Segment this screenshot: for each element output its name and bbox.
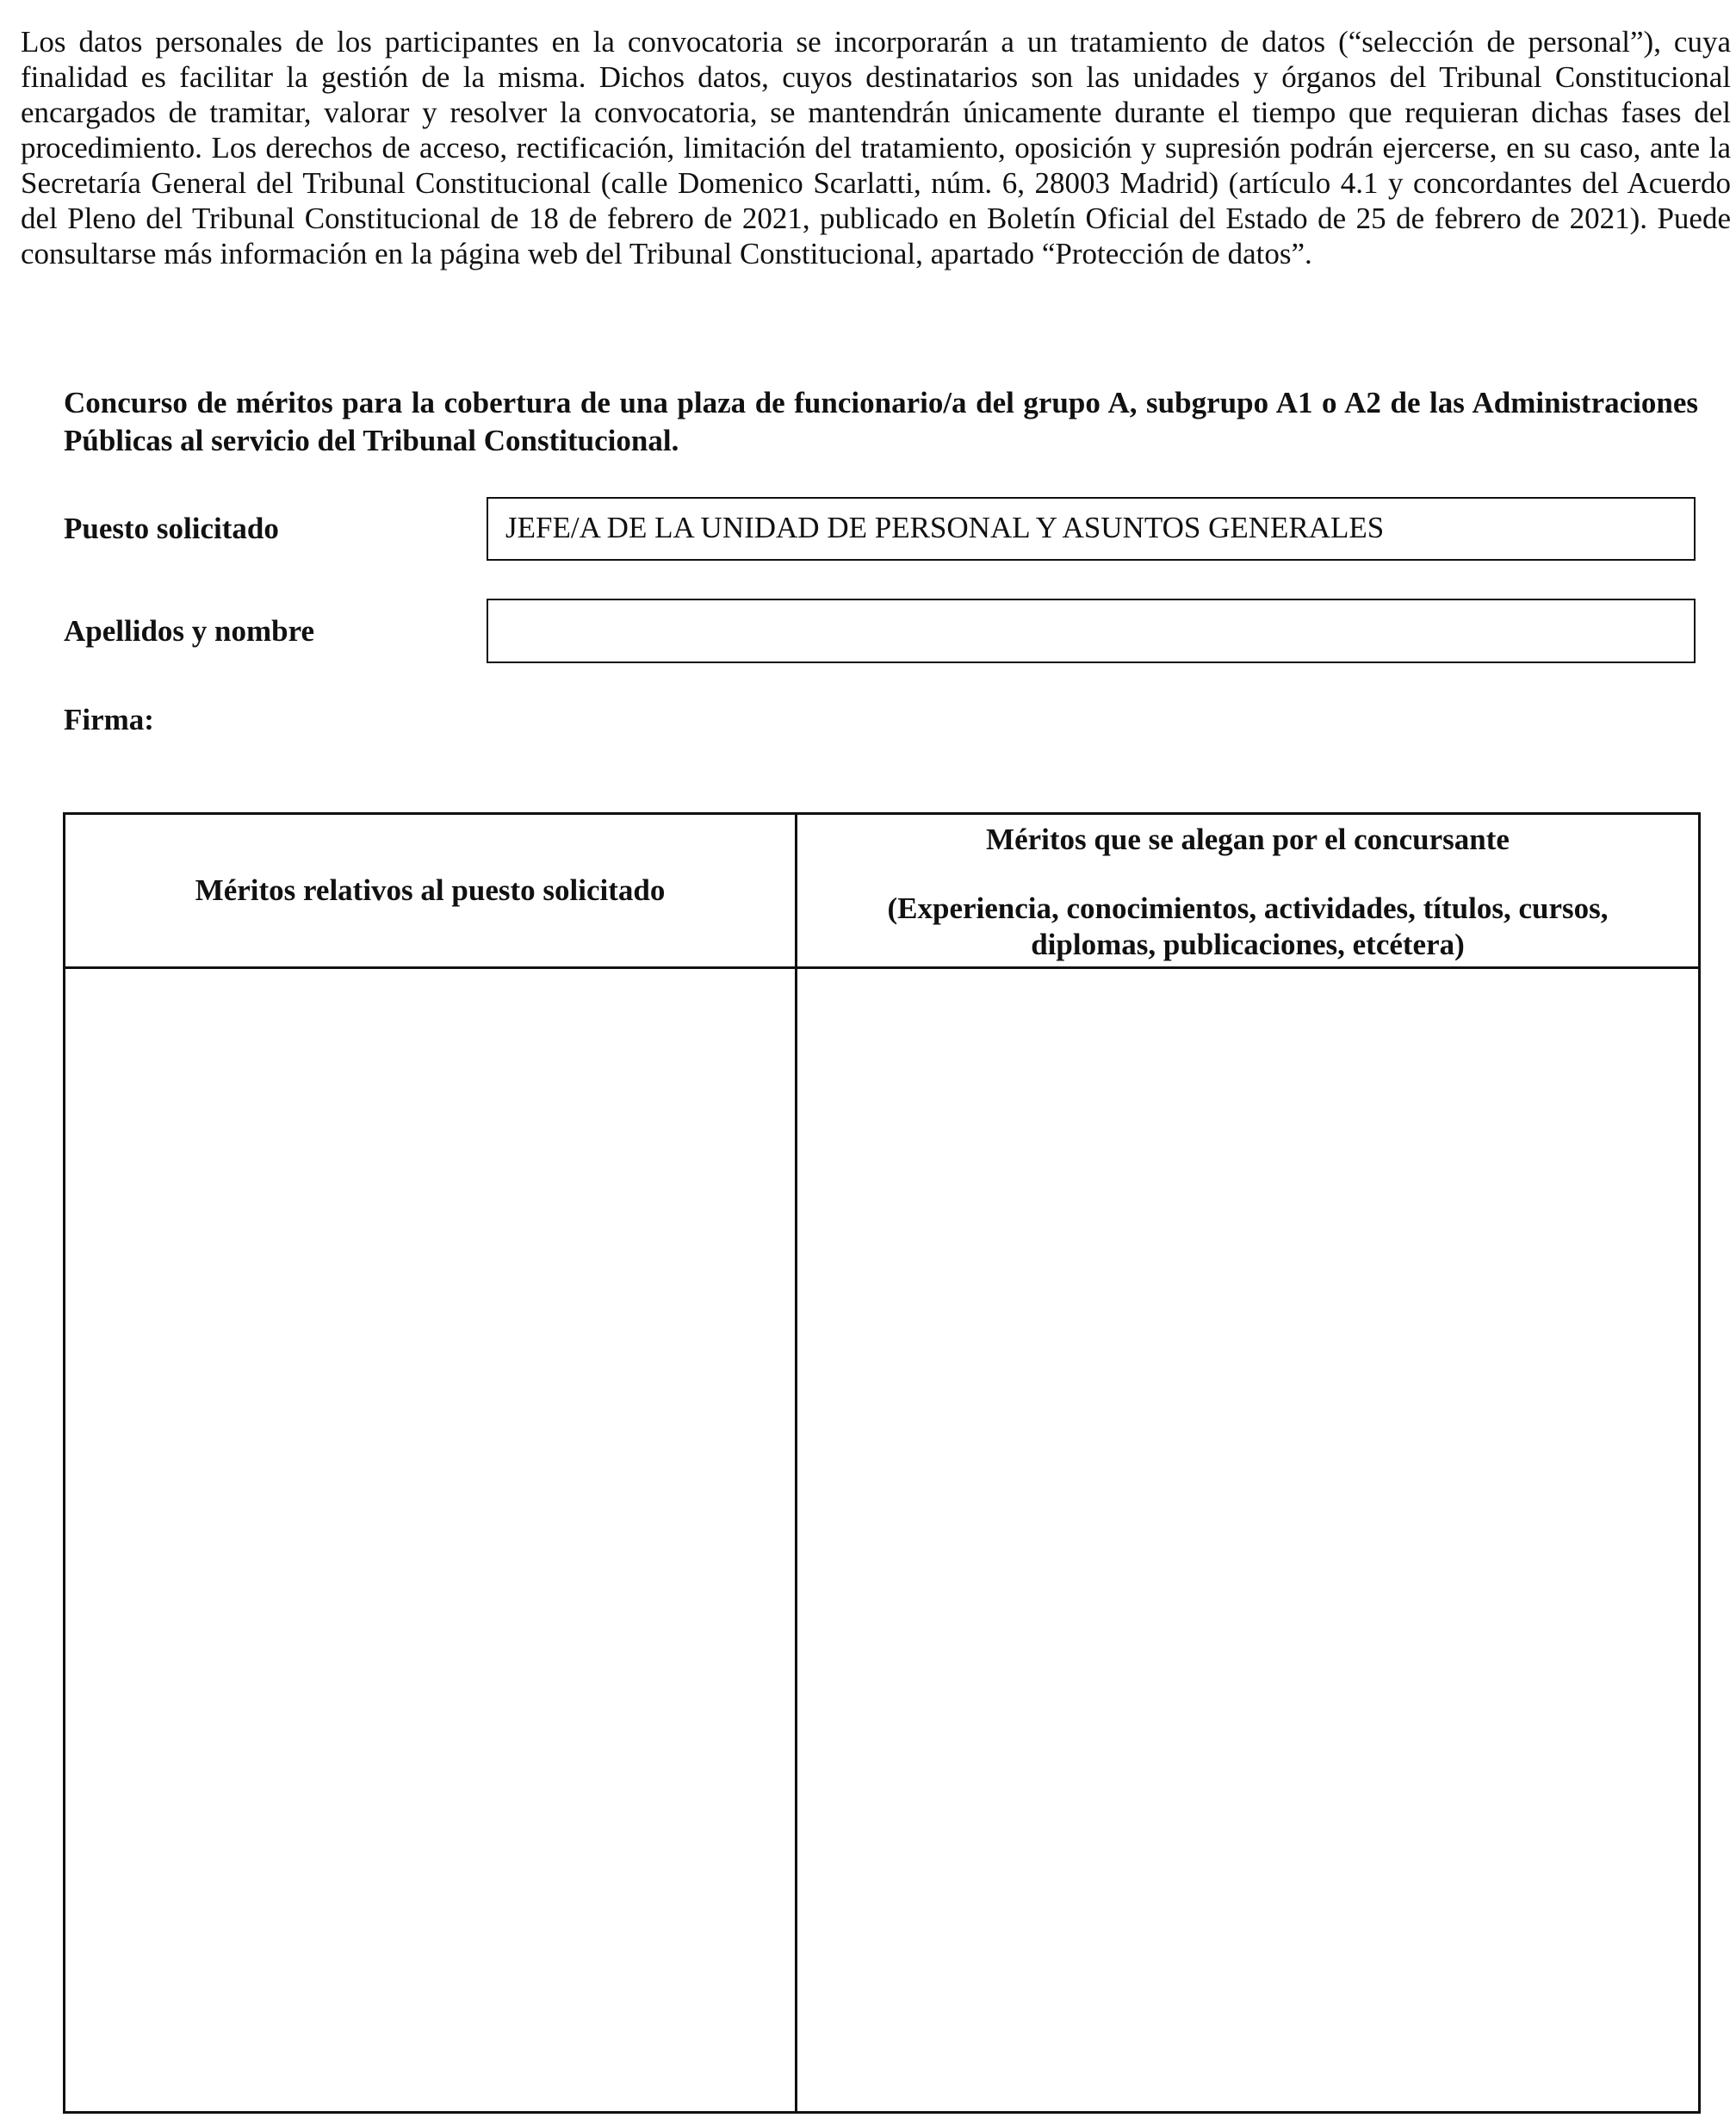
- firma-label: Firma:: [64, 703, 154, 736]
- merits-table: [63, 812, 1701, 2114]
- merits-header-row: [65, 814, 1700, 968]
- puesto-label: Puesto solicitado: [64, 512, 279, 545]
- apellidos-label: Apellidos y nombre: [64, 614, 315, 648]
- apellidos-field[interactable]: [487, 599, 1696, 663]
- merits-col2-cell[interactable]: [797, 968, 1700, 2113]
- form-title: Concurso de méritos para la cobertura de una plaza de funcionario/a del grupo A, subgrupo A1 o A2 de las Administraciones Públicas al servicio del Tribunal Constitucional.: [64, 386, 1698, 457]
- merits-col2-header-title: Méritos que se alegan por el concursante: [986, 823, 1510, 856]
- merits-col2-header: [797, 814, 1700, 968]
- merits-col1-header: [65, 814, 797, 968]
- merits-body-row: [65, 968, 1700, 2113]
- merits-col1-cell[interactable]: [65, 968, 797, 2113]
- merits-col1-header-text: Méritos relativos al puesto solicitado: [195, 873, 666, 907]
- merits-col2-header-detail: (Experiencia, conocimientos, actividades, títulos, cursos, diplomas, publicaciones, etcétera): [887, 891, 1609, 961]
- puesto-field[interactable]: JEFE/A DE LA UNIDAD DE PERSONAL Y ASUNTOS GENERALES: [487, 497, 1696, 561]
- privacy-notice: Los datos personales de los participantes en la convocatoria se incorporarán a un tratamiento de datos (“selección de personal”), cuya finalidad es facilitar la gestión de la misma. Dichos datos, cuyos destinatarios son las unidades y órganos del Tribunal Constitucional encargados de tramitar, valorar y resolver la convocatoria, se mantendrán únicamente durante el tiempo que requieran dichas fases del procedimiento. Los derechos de acceso, rectificación, limitación del tratamiento, oposición y supresión podrán ejercerse, en su caso, ante la Secretaría General del Tribunal Constitucional (calle Domenico Scarlatti, núm. 6, 28003 Madrid) (artículo 4.1 y concordantes del Acuerdo del Pleno del Tribunal Constitucional de 18 de febrero de 2021, publicado en Boletín Oficial del Estado de 25 de febrero de 2021). Puede consultarse más información en la página web del Tribunal Constitucional, apartado “Protección de datos”.: [21, 25, 1731, 270]
